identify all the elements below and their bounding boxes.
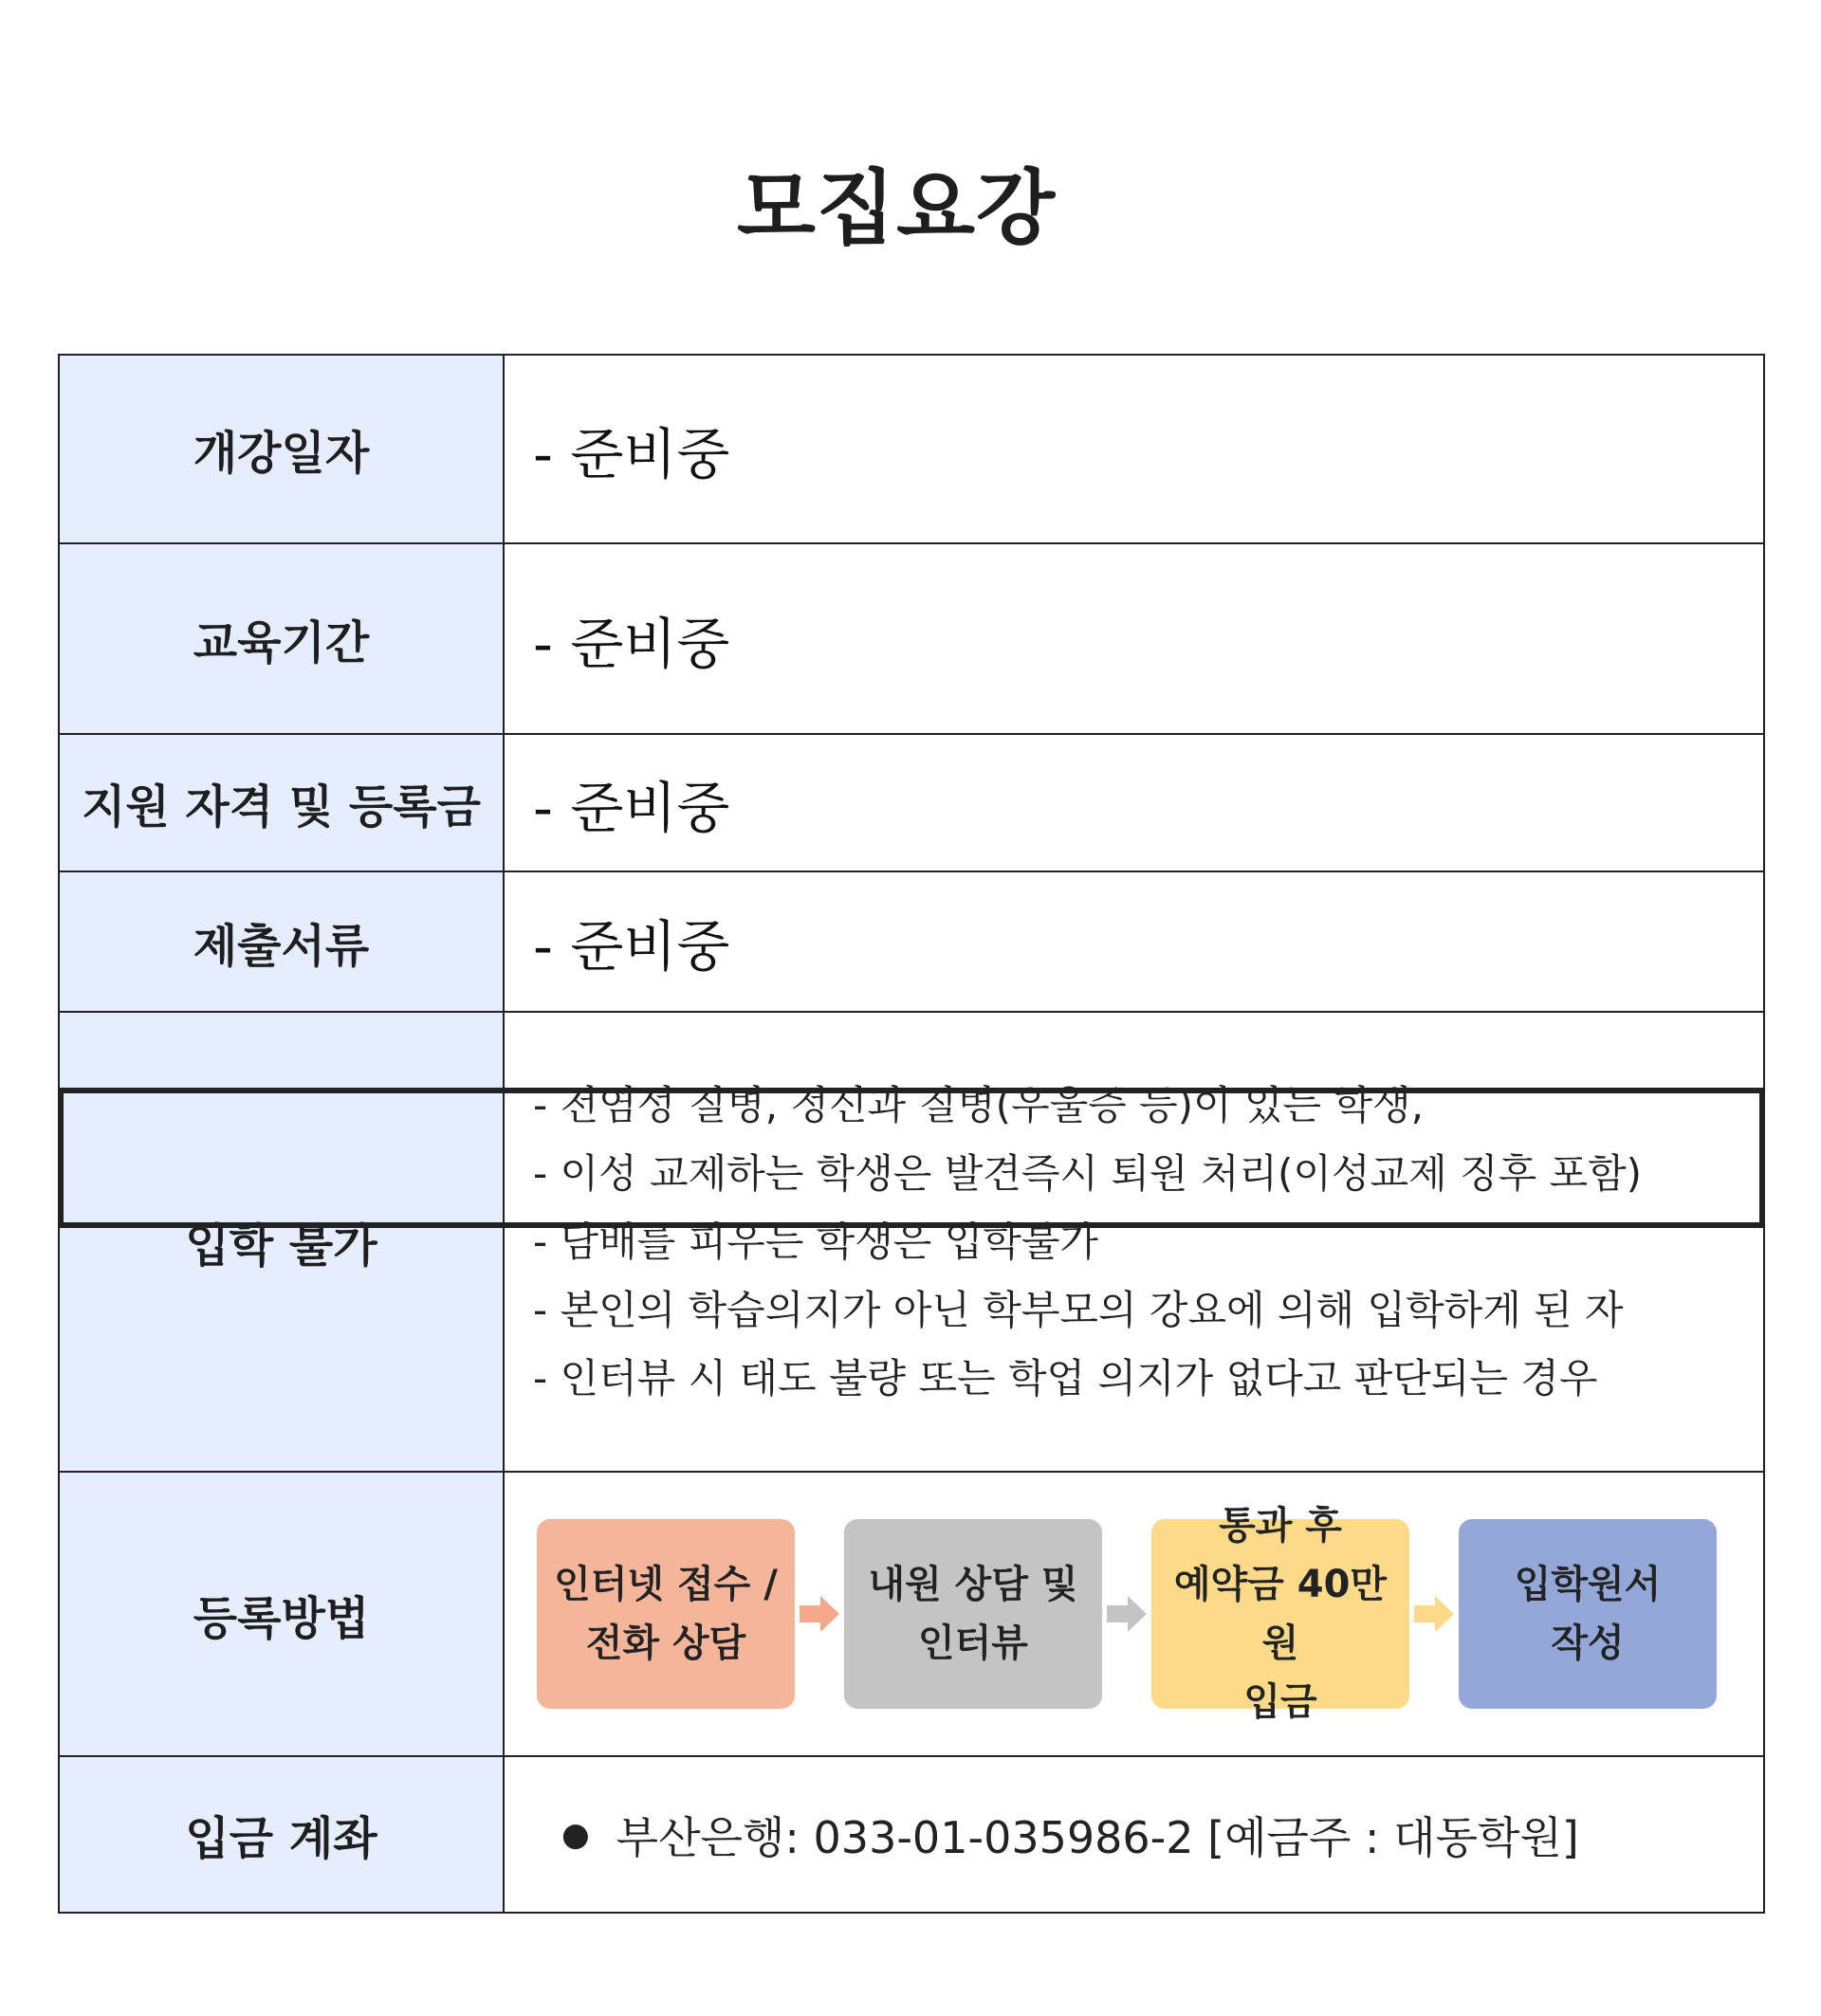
arrow-right-icon bbox=[795, 1592, 844, 1636]
table-row-period bbox=[60, 544, 1763, 735]
step-online-apply: 인터넷 접수 / 전화 상담 bbox=[537, 1519, 795, 1709]
step-deposit: 통과 후 예약금 40만원 입금 bbox=[1151, 1519, 1409, 1709]
row-label: 개강일자 bbox=[60, 356, 505, 542]
table-row-start-date bbox=[60, 356, 1763, 544]
admission-table bbox=[58, 354, 1765, 1914]
page-title: 모집요강 bbox=[736, 161, 1057, 256]
row-value: - 준비중 bbox=[533, 775, 730, 840]
arrow-right-icon bbox=[1409, 1592, 1459, 1636]
list-item: - 인터뷰 시 태도 불량 또는 학업 의지가 없다고 판단되는 경우 bbox=[533, 1354, 1598, 1402]
bullet-icon: ● bbox=[561, 1815, 590, 1854]
arrow-right-icon bbox=[1102, 1592, 1151, 1636]
row-label: 등록방법 bbox=[60, 1473, 505, 1755]
step-application-form: 입학원서 작성 bbox=[1459, 1519, 1717, 1709]
list-item: - 담배를 피우는 학생은 입학불가 bbox=[533, 1218, 1098, 1265]
account-info bbox=[505, 1804, 1579, 1866]
row-label: 제출서류 bbox=[60, 872, 505, 1011]
restriction-list bbox=[533, 1072, 1642, 1413]
row-label: 입금 계좌 bbox=[60, 1757, 505, 1912]
account-text: 부산은행: 033-01-035986-2 [예금주 : 대동학원] bbox=[616, 1811, 1579, 1863]
table-row-restriction bbox=[60, 1013, 1763, 1473]
table-row-documents bbox=[60, 872, 1763, 1013]
list-item: - 본인의 학습의지가 아닌 학부모의 강요에 의해 입학하게 된 자 bbox=[533, 1286, 1624, 1333]
list-item: - 이성 교제하는 학생은 발견즉시 퇴원 처리(이성교제 징후 포함) bbox=[533, 1149, 1643, 1197]
table-row-registration bbox=[60, 1473, 1763, 1757]
row-label: 교육기간 bbox=[60, 544, 505, 733]
row-value: - 준비중 bbox=[533, 421, 730, 486]
step-visit-interview: 내원 상담 및 인터뷰 bbox=[844, 1519, 1102, 1709]
row-value: - 준비중 bbox=[533, 611, 730, 676]
row-value: - 준비중 bbox=[533, 914, 730, 979]
table-row-account bbox=[60, 1757, 1763, 1912]
row-label: 지원 자격 및 등록금 bbox=[60, 735, 505, 871]
registration-flow bbox=[537, 1473, 1717, 1755]
table-row-eligibility bbox=[60, 735, 1763, 872]
row-label: 입학 불가 bbox=[60, 1013, 505, 1471]
list-item: - 전염성 질병, 정신과 질병(우울증 등)이 있는 학생, bbox=[533, 1081, 1424, 1128]
